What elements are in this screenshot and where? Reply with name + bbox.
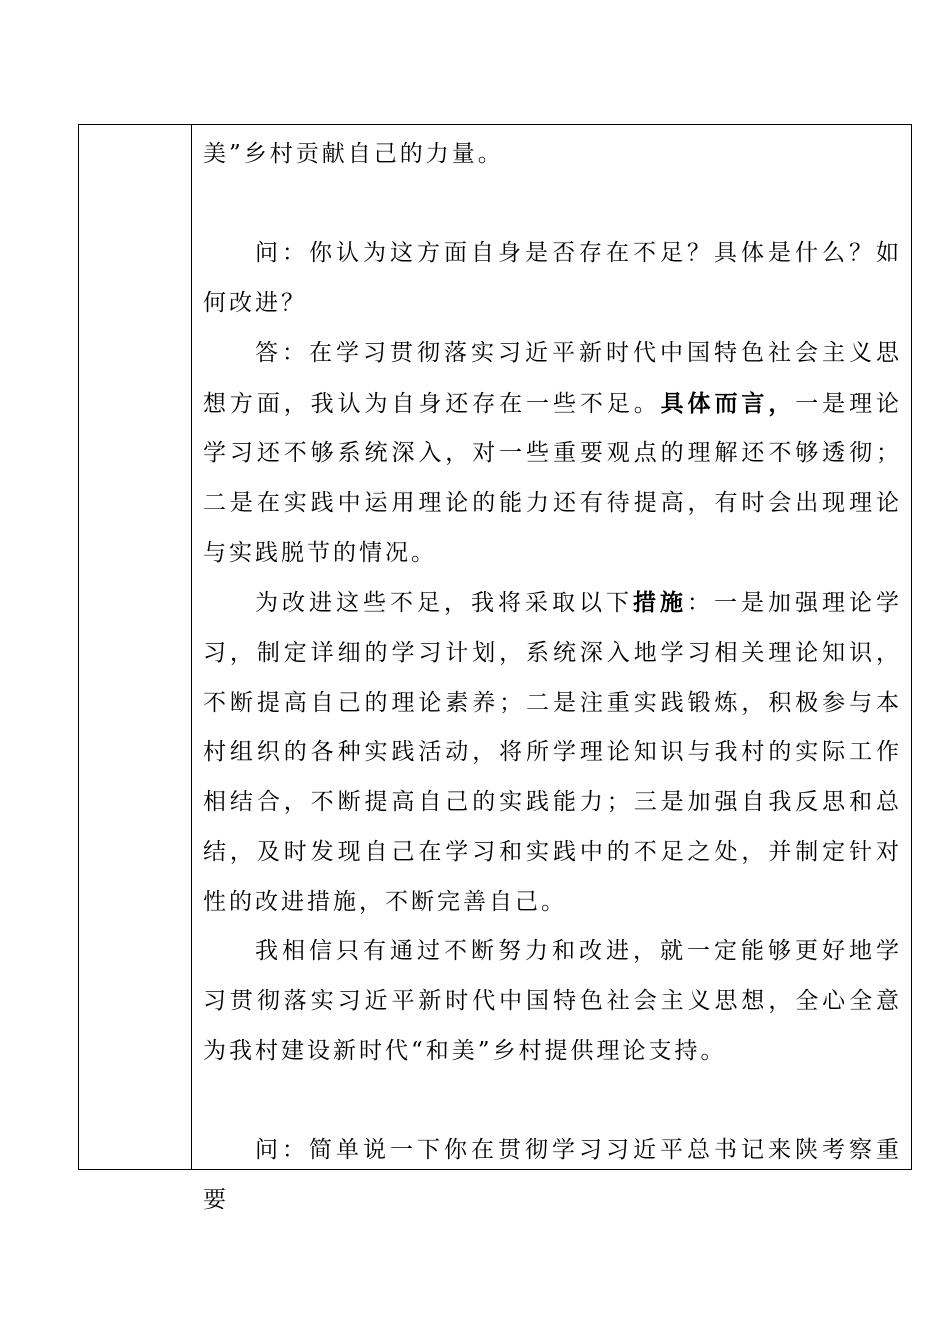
answer-content — [203, 130, 902, 1225]
table-right-cell — [192, 125, 911, 1213]
paragraph-continuation: 美”乡村贡献自己的力量。 — [203, 141, 504, 167]
answer-text: 答：在学习贯彻落实习近平新时代中国特色社会主义思想方面，我认为自身还存在一些不足。 — [203, 339, 902, 417]
bold-phrase: 措施 — [633, 589, 687, 617]
answer-text: 为改进这些不足，我将采取以下 — [255, 590, 633, 617]
question-2: 问：简单说一下你在贯彻学习习近平总书记来陕考察重要 — [203, 1137, 902, 1213]
document-table — [78, 124, 912, 1213]
answer-paragraph-1 — [203, 329, 902, 579]
answer-paragraph-2 — [203, 578, 902, 927]
answer-text: 一是理论学习还不够系统深入，对一些重要观点的理解还不够透彻；二是在实践中运用理论的能力还有待提高，有时会出现理论与实践脱节的情况。 — [203, 390, 903, 566]
question-1: 问：你认为这方面自身是否存在不足？具体是什么？如何改进？ — [203, 240, 902, 317]
answer-text: ：一是加强理论学习，制定详细的学习计划，系统深入地学习相关理论知识，不断提高自己的理论素养；二是注重实践锻炼，积极参与本村组织的各种实践活动，将所学理论知识与我村的实际工作相结合，不断提高自己的实践能力；三是加强自我反思和总结，及时发现自己在学习和实践中的不足之处，并制定针对性的改进措施，不断完善自己。 — [203, 590, 902, 915]
table-left-cell — [79, 125, 192, 1169]
answer-paragraph-3: 我相信只有通过不断努力和改进，就一定能够更好地学习贯彻落实习近平新时代中国特色社会主义思想，全心全意为我村建设新时代“和美”乡村提供理论支持。 — [203, 938, 902, 1064]
blank-line — [203, 1076, 902, 1126]
bold-phrase: 具体而言， — [660, 389, 796, 417]
blank-line — [203, 180, 902, 230]
